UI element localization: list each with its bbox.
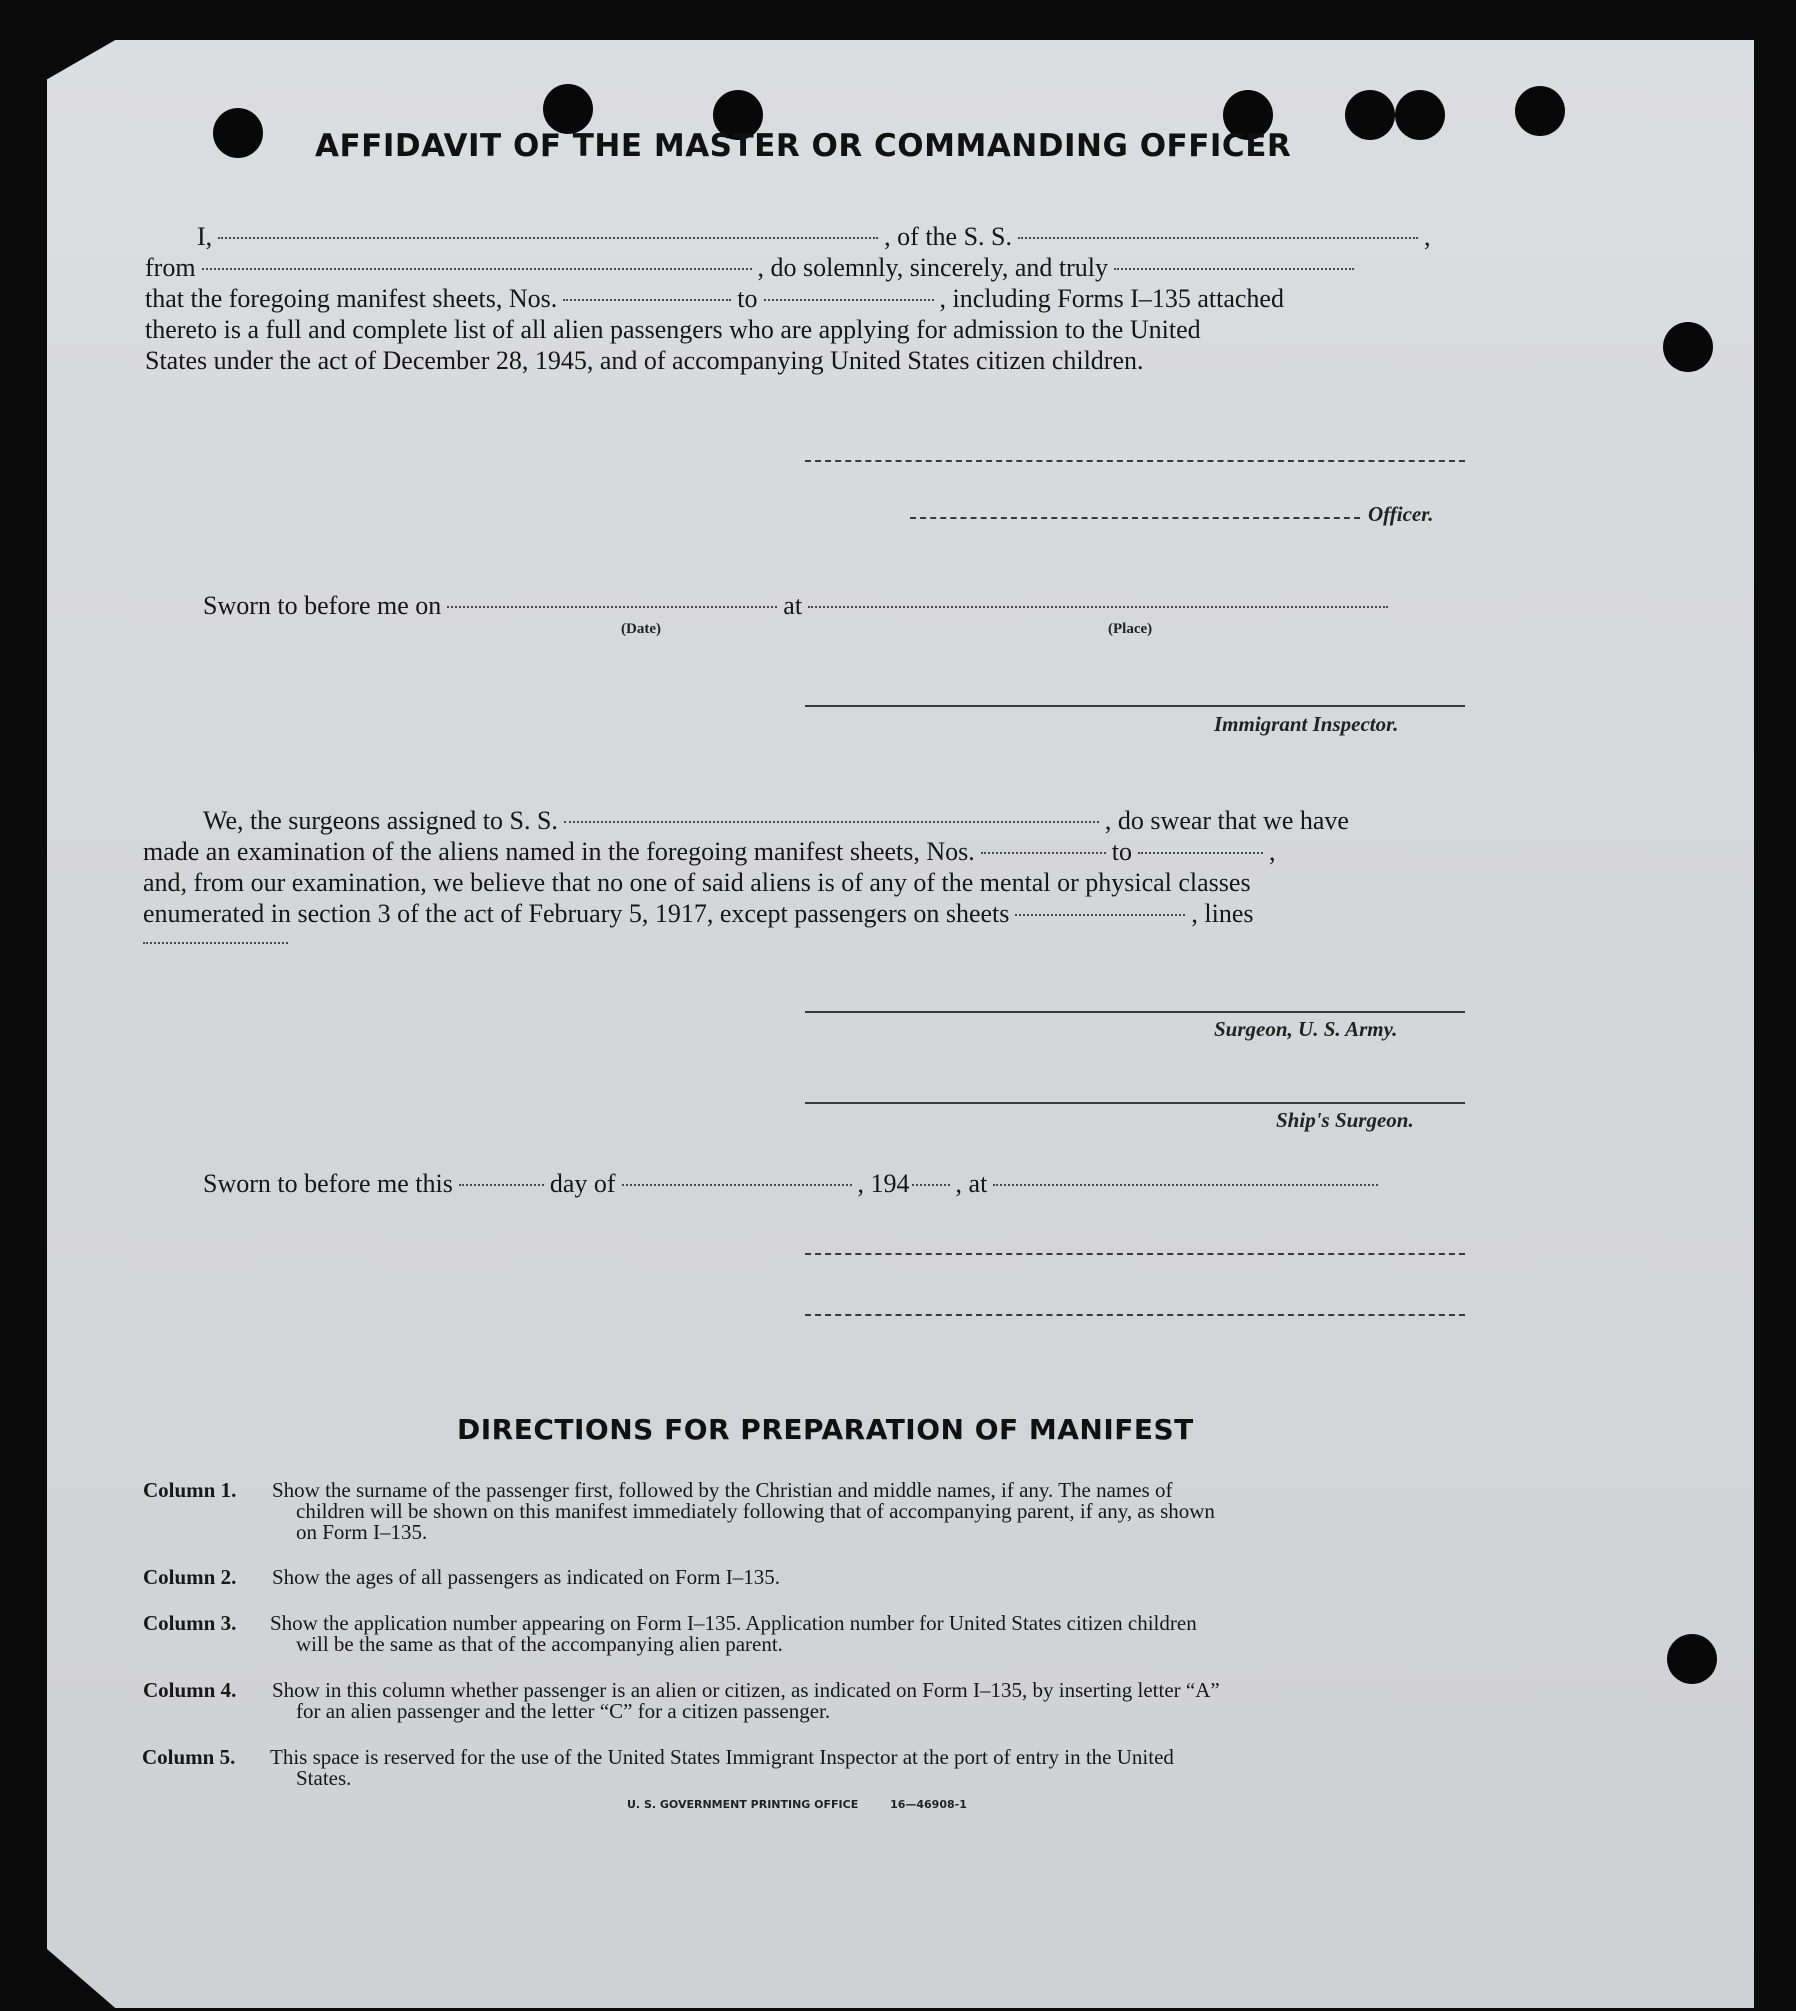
printer-imprint: [627, 1798, 967, 1811]
text: This space is reserved for the use of the United States Immigrant Inspector at the port of entry in the United: [270, 1745, 1174, 1769]
text: Sworn to before me this: [203, 1169, 453, 1198]
army-surgeon-signature-line[interactable]: [805, 1011, 1465, 1013]
text: ,: [1424, 222, 1431, 251]
text: , 194: [857, 1169, 910, 1198]
punch-hole: [1515, 86, 1565, 136]
text: We, the surgeons assigned to S. S.: [203, 806, 558, 835]
text: on Form I–135.: [296, 1520, 428, 1544]
column-label: Column 5.: [142, 1745, 236, 1769]
column-text: [272, 1480, 1467, 1543]
text: at: [783, 591, 803, 620]
sheet-from-field[interactable]: [981, 852, 1106, 854]
column-text: [272, 1680, 1467, 1722]
directions-title: DIRECTIONS FOR PREPARATION OF MANIFEST: [457, 1413, 1194, 1446]
place-field[interactable]: [808, 606, 1388, 608]
master-signature-line[interactable]: [805, 460, 1465, 462]
column-text: [270, 1613, 1465, 1655]
surgeons-paragraph: [143, 806, 1468, 966]
column-label: Column 2.: [143, 1565, 237, 1589]
form-code: 16—46908-1: [890, 1798, 967, 1811]
lines-field[interactable]: [143, 942, 288, 944]
text: for an alien passenger and the letter “C” for a citizen passenger.: [296, 1699, 831, 1723]
text: States under the act of December 28, 1945, and of accompanying United States citizen children.: [145, 346, 1144, 375]
signature-line[interactable]: [805, 1253, 1465, 1255]
place-caption: (Place): [1108, 621, 1153, 637]
date-caption: (Date): [621, 621, 661, 637]
text: , of the S. S.: [884, 222, 1013, 251]
punch-hole: [1345, 90, 1395, 140]
affidavit-paragraph: [145, 222, 1470, 382]
text: U. S. GOVERNMENT PRINTING OFFICE: [627, 1798, 859, 1811]
text: Show in this column whether passenger is an alien or citizen, as indicated on Form I–135, by inserting letter “A”: [272, 1678, 1220, 1702]
affidavit-title: AFFIDAVIT OF THE MASTER OR COMMANDING OFFICER: [315, 128, 1292, 164]
sheet-to-field[interactable]: [764, 299, 934, 301]
officer-caption: Officer.: [1368, 502, 1434, 526]
inspector-caption: Immigrant Inspector.: [1214, 712, 1399, 736]
day-field[interactable]: [459, 1184, 544, 1186]
punch-hole: [213, 108, 263, 158]
text: Sworn to before me on: [203, 591, 442, 620]
ship-name-field[interactable]: [1018, 237, 1418, 239]
text: and, from our examination, we believe that no one of said aliens is of any of the mental or physical classes: [143, 868, 1251, 897]
signature-line[interactable]: [805, 1314, 1465, 1316]
text: that the foregoing manifest sheets, Nos.: [145, 284, 558, 313]
text: children will be shown on this manifest immediately following that of accompanying parent, if any, as shown: [296, 1499, 1215, 1523]
text: Show the ages of all passengers as indicated on Form I–135.: [272, 1565, 780, 1589]
month-field[interactable]: [622, 1184, 852, 1186]
name-field[interactable]: [218, 237, 878, 239]
column-text: [272, 1567, 1467, 1588]
column-label: Column 3.: [143, 1611, 237, 1635]
text: ,: [1269, 837, 1276, 866]
column-label: Column 1.: [143, 1478, 237, 1502]
year-field[interactable]: [912, 1184, 950, 1186]
text: made an examination of the aliens named in the foregoing manifest sheets, Nos.: [143, 837, 975, 866]
text: , do swear that we have: [1104, 806, 1349, 835]
text: thereto is a full and complete list of all alien passengers who are applying for admission to the United: [145, 315, 1201, 344]
punch-hole: [1667, 1634, 1717, 1684]
except-sheets-field[interactable]: [1015, 914, 1185, 916]
text: States.: [296, 1766, 352, 1790]
text: from: [145, 253, 196, 282]
inspector-signature-line[interactable]: [805, 705, 1465, 707]
text: to: [1111, 837, 1132, 866]
punch-hole: [1663, 322, 1713, 372]
from-port-field[interactable]: [202, 268, 752, 270]
text: to: [737, 284, 758, 313]
text: , at: [955, 1169, 988, 1198]
text: I,: [197, 222, 213, 251]
text: enumerated in section 3 of the act of February 5, 1917, except passengers on sheets: [143, 899, 1010, 928]
column-label: Column 4.: [143, 1678, 237, 1702]
text: will be the same as that of the accompanying alien parent.: [296, 1632, 783, 1656]
text: , lines: [1191, 899, 1254, 928]
sworn-statement: [203, 591, 1394, 621]
place-field[interactable]: [993, 1184, 1378, 1186]
sheet-to-field[interactable]: [1138, 852, 1263, 854]
text: Show the surname of the passenger first, followed by the Christian and middle names, if any. The names of: [272, 1478, 1173, 1502]
sworn-statement-2: [203, 1169, 1384, 1199]
text: , do solemnly, sincerely, and truly: [757, 253, 1108, 282]
surgeon-ship-field[interactable]: [564, 821, 1099, 823]
punch-hole: [543, 84, 593, 134]
sheet-from-field[interactable]: [563, 299, 731, 301]
oath-field[interactable]: [1114, 268, 1354, 270]
army-surgeon-caption: Surgeon, U. S. Army.: [1214, 1017, 1398, 1041]
punch-hole: [1395, 90, 1445, 140]
text: day of: [549, 1169, 616, 1198]
text: , including Forms I–135 attached: [939, 284, 1284, 313]
ship-surgeon-caption: Ship's Surgeon.: [1276, 1108, 1414, 1132]
column-text: [270, 1747, 1465, 1789]
text: Show the application number appearing on Form I–135. Application number for United States citizen children: [270, 1611, 1197, 1635]
ship-surgeon-signature-line[interactable]: [805, 1102, 1465, 1104]
officer-signature-line[interactable]: [910, 517, 1360, 519]
date-field[interactable]: [447, 606, 777, 608]
